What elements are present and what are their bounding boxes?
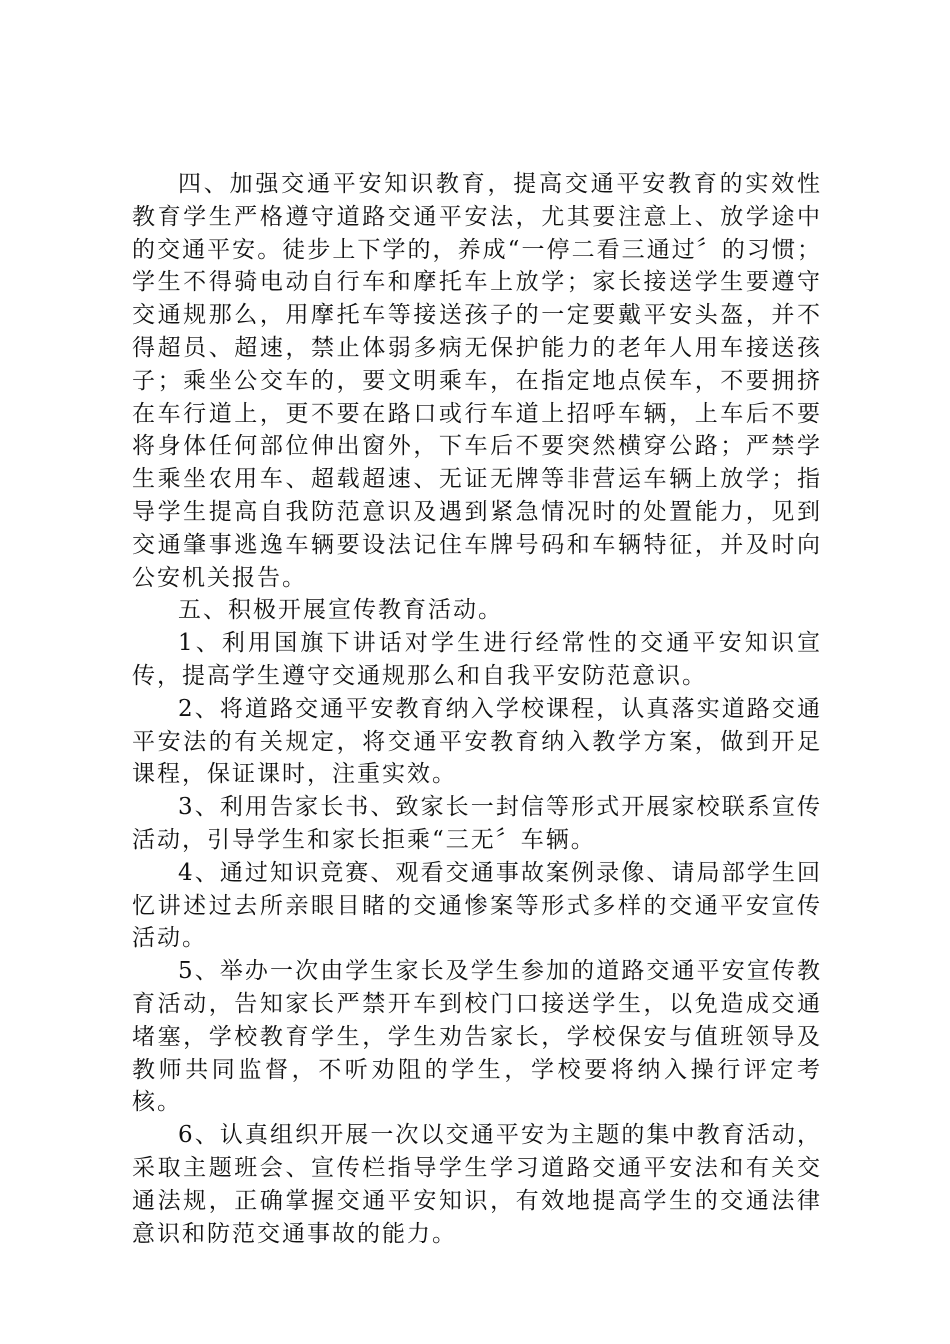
paragraph-traffic-safety-education: 四、加强交通平安知识教育，提高交通平安教育的实效性教育学生严格遵守道路交通平安法，尤其要注意上、放学途中的交通平安。徒步上下学的，养成“一停二看三通过〞的习惯；学生不得骑电动自行车和摩托车上放学；家长接送学生要遵守交通规那么，用摩托车等接送孩子的一定要戴平安头盔，并不得超员、超速，禁止体弱多病无保护能力的老年人用车接送孩子；乘坐公交车的，要文明乘车，在指定地点侯车，不要拥挤在车行道上，更不要在路口或行车道上招呼车辆，上车后不要将身体任何部位伸出窗外，下车后不要突然横穿公路；严禁学生乘坐农用车、超载超速、无证无牌等非营运车辆上放学；指导学生提高自我防范意识及遇到紧急情况时的处置能力，见到交通肇事逃逸车辆要设法记住车牌号码和车辆特征，并及时向公安机关报告。 [132, 171, 822, 591]
paragraph-item-2: 2、将道路交通平安教育纳入学校课程，认真落实道路交通平安法的有关规定，将交通平安教育纳入教学方案，做到开足课程，保证课时，注重实效。 [132, 695, 822, 788]
document-body [132, 168, 822, 1250]
paragraph-item-6: 6、认真组织开展一次以交通平安为主题的集中教育活动，采取主题班会、宣传栏指导学生学习道路交通平安法和有关交通法规，正确掌握交通平安知识，有效地提高学生的交通法律意识和防范交通事故的能力。 [132, 1122, 822, 1247]
paragraph-item-3: 3、利用告家长书、致家长一封信等形式开展家校联系宣传活动，引导学生和家长拒乘“三无〞车辆。 [132, 794, 822, 853]
paragraph-section-heading: 五、积极开展宣传教育活动。 [178, 597, 503, 624]
paragraph-item-5: 5、举办一次由学生家长及学生参加的道路交通平安宣传教育活动，告知家长严禁开车到校门口接送学生，以免造成交通堵塞，学校教育学生，学生劝告家长，学校保安与值班领导及教师共同监督，不听劝阻的学生，学校要将纳入操行评定考核。 [132, 958, 822, 1116]
paragraph-item-1: 1、利用国旗下讲话对学生进行经常性的交通平安知识宣传，提高学生遵守交通规那么和自我平安防范意识。 [132, 630, 822, 689]
paragraph-item-4: 4、通过知识竞赛、观看交通事故案例录像、请局部学生回忆讲述过去所亲眼目睹的交通惨案等形式多样的交通平安宣传活动。 [132, 859, 822, 952]
